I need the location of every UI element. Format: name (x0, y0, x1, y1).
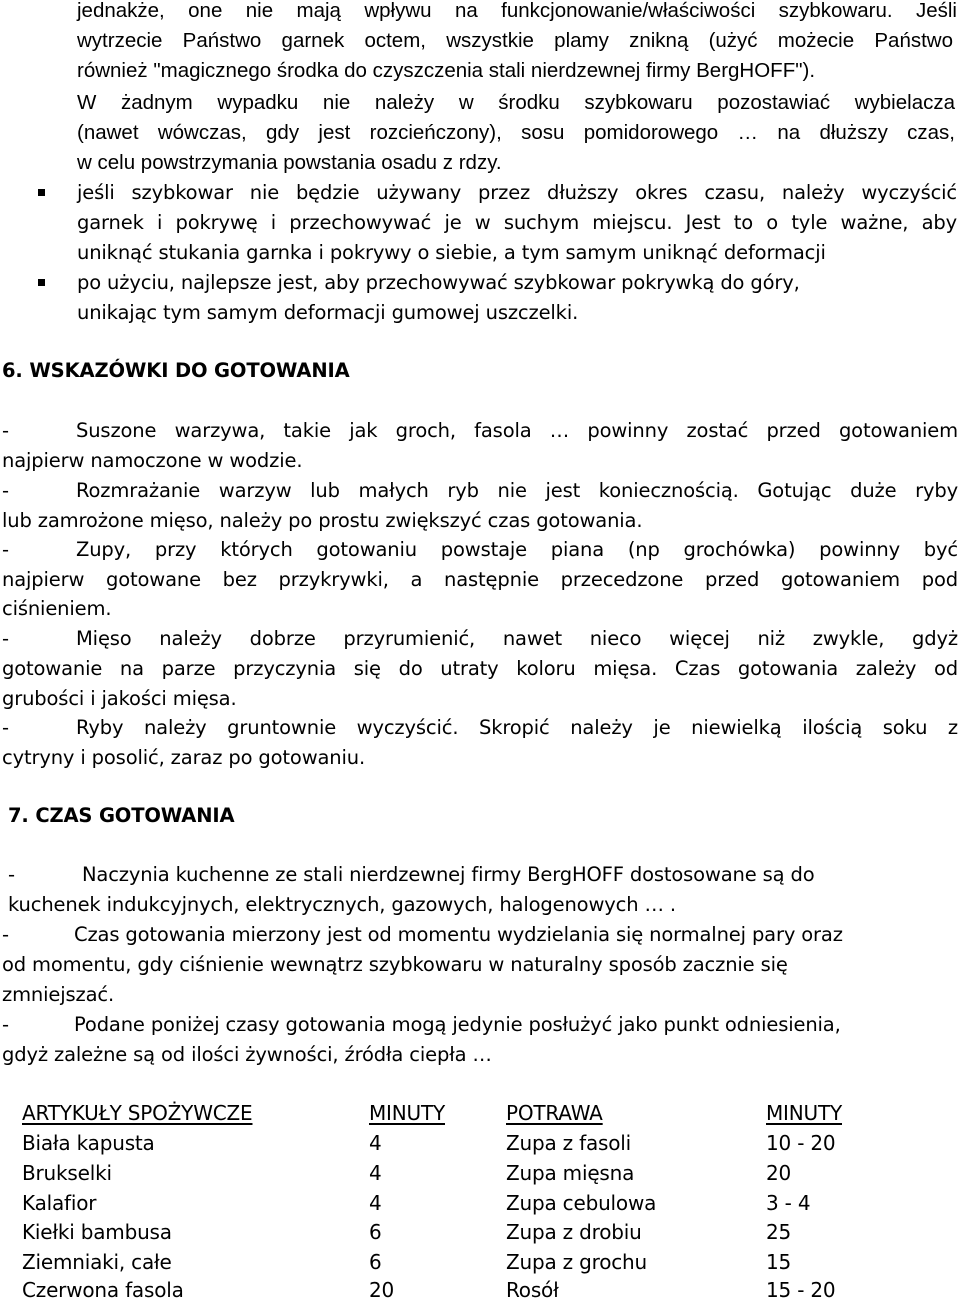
header-ingredients: ARTYKUŁY SPOŻYWCZE (22, 1101, 253, 1125)
item-first-line: Mięso należy dobrze przyrumienić, nawet nieco więcej niż zwykle, gdyż (76, 627, 958, 650)
paragraph-line: w celu powstrzymania powstania osadu z rdzy. (77, 151, 502, 174)
cell-ingredient: Kalafior (22, 1191, 97, 1215)
dash-marker: - (2, 923, 9, 946)
cell-minutes: 20 (369, 1278, 395, 1302)
item-line: gdyż zależne są od ilości żywności, źródła ciepła … (2, 1043, 492, 1066)
cell-dish: Zupa z fasoli (506, 1131, 632, 1155)
cell-dish: Rosół (506, 1278, 559, 1302)
cell-minutes: 6 (369, 1220, 382, 1244)
bullet-line: unikając tym samym deformacji gumowej uszczelki. (77, 301, 579, 324)
paragraph-line: jednakże, one nie mają wpływu na funkcjonowanie/właściwości szybkowaru. Jeśli (77, 0, 957, 22)
cell-minutes: 4 (369, 1131, 382, 1155)
item-first-line: Naczynia kuchenne ze stali nierdzewnej firmy BergHOFF dostosowane są do (82, 863, 815, 886)
item-first-line: Zupy, przy których gotowaniu powstaje piana (np grochówka) powinny być (76, 538, 958, 561)
dash-marker: - (2, 627, 9, 650)
item-first-line: Rozmrażanie warzyw lub małych ryb nie jest koniecznością. Gotując duże ryby (76, 479, 958, 502)
item-line: gotowanie na parze przyczynia się do utraty koloru mięsa. Czas gotowania zależy od (2, 657, 958, 680)
item-line: ciśnieniem. (2, 597, 112, 620)
item-first-line: Ryby należy gruntownie wyczyścić. Skropić należy je niewielką ilością soku z (76, 716, 958, 739)
cell-minutes: 15 (766, 1250, 792, 1274)
section-7-heading: 7. CZAS GOTOWANIA (8, 804, 235, 827)
cell-minutes: 10 - 20 (766, 1131, 836, 1155)
dash-marker: - (8, 863, 15, 886)
bullet-line: jeśli szybkowar nie będzie używany przez dłuższy okres czasu, należy wyczyścić (77, 181, 957, 204)
cell-ingredient: Czerwona fasola (22, 1278, 184, 1302)
bullet-square-icon (38, 279, 45, 286)
item-line: najpierw gotowane bez przykrywki, a następnie przecedzone przed gotowaniem pod (2, 568, 958, 591)
cell-ingredient: Biała kapusta (22, 1131, 155, 1155)
paragraph-line: (nawet wówczas, gdy jest rozcieńczony), sosu pomidorowego … na dłuższy czas, (77, 121, 955, 144)
cell-minutes: 15 - 20 (766, 1278, 836, 1302)
section-6-heading: 6. WSKAZÓWKI DO GOTOWANIA (2, 359, 350, 382)
item-line: lub zamrożone mięso, należy po prostu zwiększyć czas gotowania. (2, 509, 643, 532)
cell-minutes: 3 - 4 (766, 1191, 811, 1215)
cell-minutes: 20 (766, 1161, 792, 1185)
header-minutes-2: MINUTY (766, 1101, 842, 1125)
cell-minutes: 25 (766, 1220, 792, 1244)
paragraph-line: również "magicznego środka do czyszczenia stali nierdzewnej firmy BergHOFF"). (77, 59, 816, 82)
item-first-line: Czas gotowania mierzony jest od momentu wydzielania się normalnej pary oraz (74, 923, 843, 946)
cell-ingredient: Brukselki (22, 1161, 112, 1185)
bullet-line: po użyciu, najlepsze jest, aby przechowywać szybkowar pokrywką do góry, (77, 271, 800, 294)
item-first-line: Suszone warzywa, takie jak groch, fasola … powinny zostać przed gotowaniem (76, 419, 958, 442)
cell-minutes: 4 (369, 1191, 382, 1215)
item-line: najpierw namoczone w wodzie. (2, 449, 303, 472)
dash-marker: - (2, 716, 9, 739)
cell-dish: Zupa z drobiu (506, 1220, 642, 1244)
item-line: cytryny i posolić, zaraz po gotowaniu. (2, 746, 366, 769)
dash-marker: - (2, 538, 9, 561)
item-line: grubości i jakości mięsa. (2, 687, 237, 710)
dash-marker: - (2, 1013, 9, 1036)
header-dish: POTRAWA (506, 1101, 603, 1125)
bullet-line: uniknąć stukania garnka i pokrywy o siebie, a tym samym uniknąć deformacji (77, 241, 826, 264)
paragraph-line: W żadnym wypadku nie należy w środku szybkowaru pozostawiać wybielacza (77, 91, 955, 114)
bullet-square-icon (38, 189, 45, 196)
cell-ingredient: Kiełki bambusa (22, 1220, 172, 1244)
item-line: kuchenek indukcyjnych, elektrycznych, gazowych, halogenowych … . (8, 893, 676, 916)
cell-minutes: 6 (369, 1250, 382, 1274)
cell-dish: Zupa mięsna (506, 1161, 635, 1185)
cell-minutes: 4 (369, 1161, 382, 1185)
cell-ingredient: Ziemniaki, całe (22, 1250, 172, 1274)
header-minutes-1: MINUTY (369, 1101, 445, 1125)
dash-marker: - (2, 419, 9, 442)
cell-dish: Zupa z grochu (506, 1250, 648, 1274)
dash-marker: - (2, 479, 9, 502)
item-line: od momentu, gdy ciśnienie wewnątrz szybkowaru w naturalny sposób zacznie się (2, 953, 788, 976)
paragraph-line: wytrzecie Państwo garnek octem, wszystkie plamy znikną (użyć możecie Państwo (77, 29, 953, 52)
item-line: zmniejszać. (2, 983, 115, 1006)
bullet-line: garnek i pokrywę i przechowywać je w suchym miejscu. Jest to o tyle ważne, aby (77, 211, 957, 234)
item-first-line: Podane poniżej czasy gotowania mogą jedynie posłużyć jako punkt odniesienia, (74, 1013, 841, 1036)
cell-dish: Zupa cebulowa (506, 1191, 657, 1215)
